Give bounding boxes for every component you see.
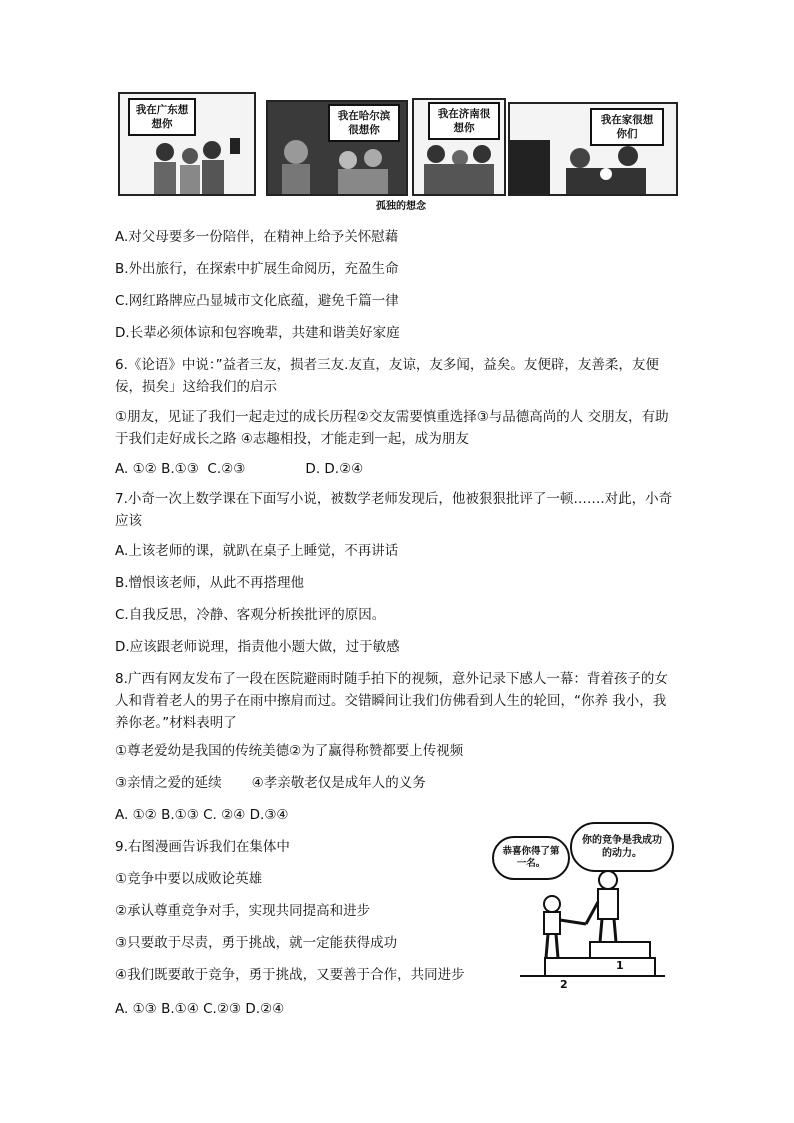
q5-option-c: C.网红路牌应凸显城市文化底蕴，避免千篇一律 <box>115 293 399 309</box>
comic-panel-3 <box>412 98 506 196</box>
podium-number-1: 1 <box>616 959 624 972</box>
family-video-call-illustration <box>268 132 406 194</box>
q8-statement-2: ③亲情之爱的延续 ④孝亲敬老仅是成年人的义务 <box>115 775 426 791</box>
comic-caption: 孤独的想念 <box>376 201 426 212</box>
q8-options: A. ①② B.①③ C. ②④ D.③④ <box>115 807 289 823</box>
comic-panel-1 <box>118 92 256 196</box>
q6-options: A. ①② B.①③ C.②③ D. D.②④ <box>115 461 364 477</box>
comic-panel-2 <box>266 100 408 196</box>
q8-stem: 8.广西有网友发布了一段在医院避雨时随手拍下的视频，意外记录下感人一幕：背着孩子的女人和背着老人的男子在雨中擦肩而过。交错瞬间让我们仿佛看到人生的轮回，“你养 我小，我养你老。”材料表明了 <box>115 671 668 731</box>
q7-option-c: C.自我反思，冷静、客观分析挨批评的原因。 <box>115 607 386 623</box>
comic-bubble-1: 我在广东想想你 <box>128 98 196 136</box>
q9-statement-2: ②承认尊重竞争对手，实现共同提高和进步 <box>115 903 371 919</box>
lonely-parents-illustration <box>510 140 676 194</box>
q5-option-b: B.外出旅行，在探索中扩展生命阅历，充盈生命 <box>115 261 399 277</box>
q5-option-d: D.长辈必须体谅和包容晚辈，共建和谐美好家庭 <box>115 325 400 341</box>
comic-bubble-2: 我在哈尔滨很想你 <box>328 104 400 142</box>
comic-panel-4 <box>508 102 678 196</box>
q9-statement-3: ③只要敢于尽责，勇于挑战，就一定能获得成功 <box>115 935 398 951</box>
comic-bubble-motivation: 你的竞争是我成功的动力。 <box>570 822 674 872</box>
q5-option-a: A.对父母要多一份陪伴，在精神上给予关怀慰藉 <box>115 229 399 245</box>
competition-comic <box>490 822 670 992</box>
q7-option-a: A.上该老师的课，就趴在桌子上睡觉，不再讲话 <box>115 543 399 559</box>
comic-bubble-3: 我在济南很想你 <box>428 102 500 140</box>
q9-stem: 9.右图漫画告诉我们在集体中 <box>115 839 290 855</box>
comic-bubble-4: 我在家很想你们 <box>590 108 664 146</box>
family-phone-illustration <box>414 140 504 194</box>
q7-stem: 7.小奇一次上数学课在下面写小说，被数学老师发现后，他被狠狠批评了一顿…….对此，小奇应该 <box>115 491 673 529</box>
q9-statement-4: ④我们既要敢于竞争，勇于挑战，又要善于合作，共同进步 <box>115 967 465 983</box>
comic-bubble-congrats: 恭喜你得了第一名。 <box>492 836 570 880</box>
podium-number-2: 2 <box>560 978 568 991</box>
q6-statements: ①朋友，见证了我们一起走过的成长历程②交友需要慎重选择③与品德高尚的人 交朋友，有助于我们走好成长之路 ④志趣相投，才能走到一起，成为朋友 <box>115 409 669 447</box>
q7-option-d: D.应该跟老师说理，指责他小题大做，过于敏感 <box>115 639 400 655</box>
handshake-illustration <box>490 862 670 992</box>
q7-option-b: B.憎恨该老师，从此不再搭理他 <box>115 575 305 591</box>
q8-statement-1: ①尊老爱幼是我国的传统美德②为了赢得称赞都要上传视频 <box>115 743 464 759</box>
q9-options: A. ①③ B.①④ C.②③ D.②④ <box>115 1001 285 1017</box>
family-selfie-illustration <box>120 134 254 194</box>
q6-stem: 6.《论语》中说：”益者三友，损者三友.友直，友谅，友多闻，益矣。友便辟，友善柔，友便佞，损矣」这给我们的启示 <box>115 357 659 395</box>
q9-statement-1: ①竞争中要以成败论英雄 <box>115 871 263 887</box>
